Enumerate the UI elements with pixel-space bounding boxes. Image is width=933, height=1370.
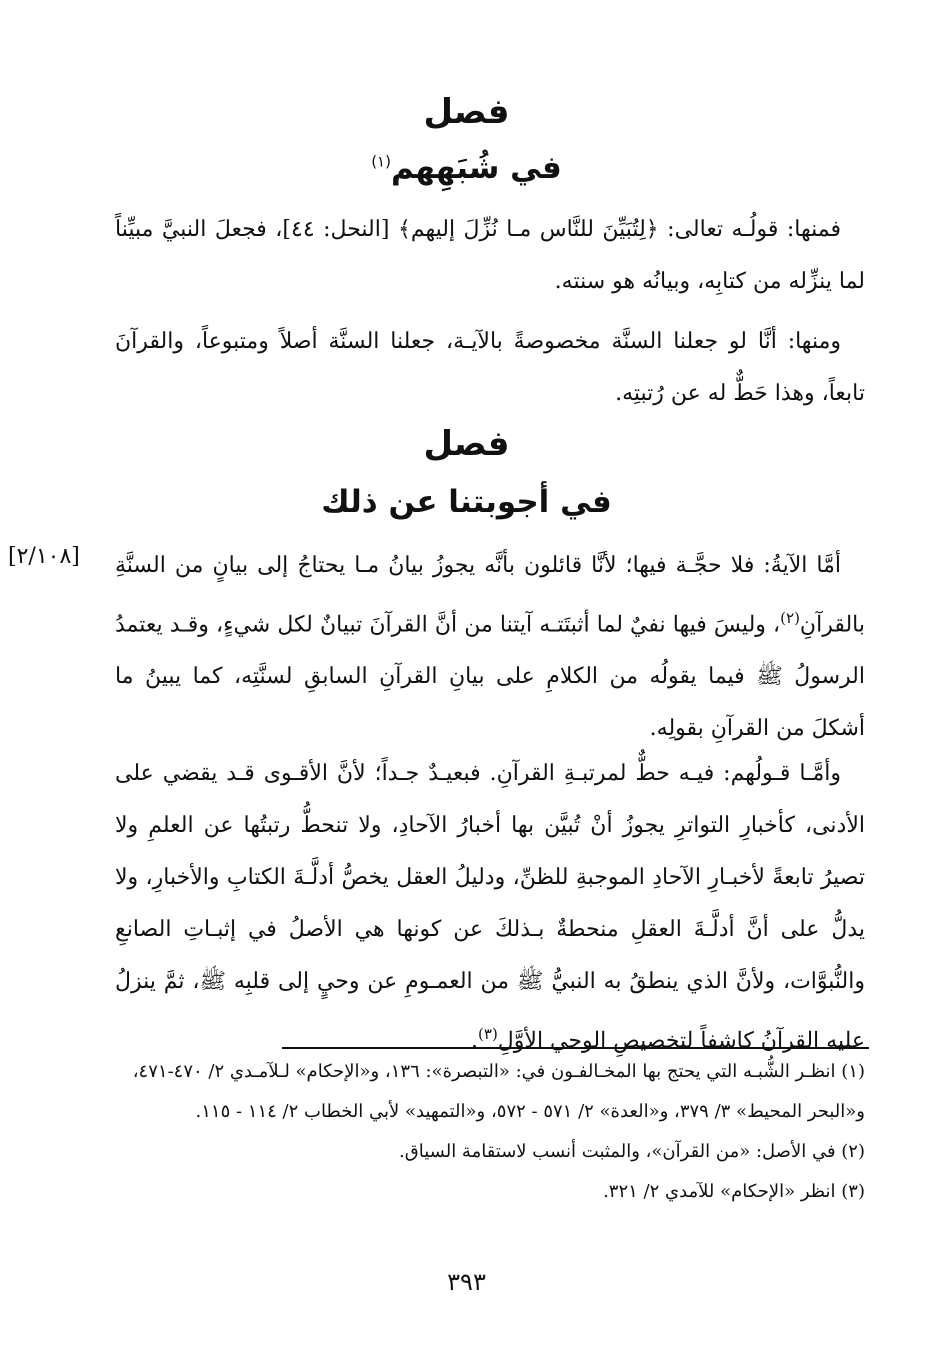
section-heading-1: فصل [423,92,510,132]
footnote-separator [282,1047,869,1049]
footnote-marker-2: (٢) [780,609,800,627]
footnotes [110,1052,865,1212]
section-subheading-2: في أجوبتنا عن ذلك [321,484,612,520]
answer-1-text: أمَّا الآيةُ: فلا حجَّـة فيها؛ لأنَّا قائلون بأنَّه يجوزُ بيانُ مـا يحتاجُ إلى بيانٍ من السنَّةِ بالقرآنِ [115,553,865,638]
answer-2-end: . [471,1028,479,1054]
footnote-3: (٣) انظر «الإحكام» للآمدي ٢/ ٣٢١. [603,1181,865,1202]
paragraph-answer-1 [115,540,865,755]
paragraph-shubha-1: فمنها: قولُـه تعالى: ﴿لِتُبَيِّنَ للنَّاس مـا نُزِّلَ إليهم﴾ [النحل: ٤٤]، فجعلَ النبيَّ مبيِّناً لما ينزِّله من كتابِه، وبيانُه هو سنته. [115,217,865,294]
subheading-text: في شُبَهِهم [390,150,562,186]
section-subheading-1 [0,150,933,186]
footnote-marker-1: (١) [371,152,391,171]
footnote-marker-3: (٣) [478,1025,498,1043]
paragraph-shubha-2: ومنها: أنَّا لو جعلنا السنَّة مخصوصةً بالآيـة، جعلنا السنَّة أصلاً ومتبوعاً، والقرآنَ تابعاً، وهذا حَطٌّ له عن رُتبتِه. [115,329,865,406]
margin-page-reference: [٢/١٠٨] [8,544,80,569]
answer-1-rest: ، وليسَ فيها نفيٌ لما أثبتَتـه آيتنا من أنَّ القرآنَ تبيانٌ لكل شيءٍ، وقـد يعتمدُ الرسولُ ﷺ فيما يقولُه من الكلامِ على بيانِ القرآنِ السابقِ لسنَّتِه، كما يبينُ ما أشكلَ من القرآنِ بقولِه. [115,612,865,742]
answer-2-text: وأمَّـا قـولُهم: فيـه حطٌّ لمرتبـةِ القرآنِ. فبعيـدٌ جـداً؛ لأنَّ الأقـوى قـد يقضي على الأدنى، كأخبارِ التواترِ يجوزُ أنْ تُبيَّن بها أخبارُ الآحادِ، ولا تنحطُّ رتبتُها عن العلمِ ولا تصيرُ تابعةً لأخبـارِ الآحادِ الموجبةِ للظنِّ، ودليلُ العقل يخصُّ أدلَّـةَ الكتابِ والأخبارِ، ولا يدلُّ على أنَّ أدلَّـةَ العقلِ منحطةٌ بـذلكَ عن كونها هي الأصلُ في إثبـاتِ الصانعِ والنُّبوَّات، ولأنَّ الذي ينطقُ به النبيُّ ﷺ من العمـومِ عن وحيٍ إلى قلبِه ﷺ، ثمَّ ينزلُ عليه القرآنُ كاشفاً لتخصيصِ الوحي الأوَّلِ [115,761,865,1054]
footnote-2: (٢) في الأصل: «من القرآن»، والمثبت أنسب لاستقامة السياق. [399,1141,865,1162]
page-number: ٣٩٣ [447,1268,486,1296]
paragraph-answer-2 [115,748,865,1067]
section-heading-2: فصل [423,424,510,464]
footnote-1: (١) انظـر الشُّبـه التي يحتج بها المخـالفـون في: «التبصرة»: ١٣٦، و«الإحكام» لـلآمـدي ٢/ ٤٧٠-٤٧١، و«البحر المحيط» ٣/ ٣٧٩، و«العدة» ٢/ ٥٧١ - ٥٧٢، و«التمهيد» لأبي الخطاب ٢/ ١١٤ - ١١٥. [132,1061,865,1122]
